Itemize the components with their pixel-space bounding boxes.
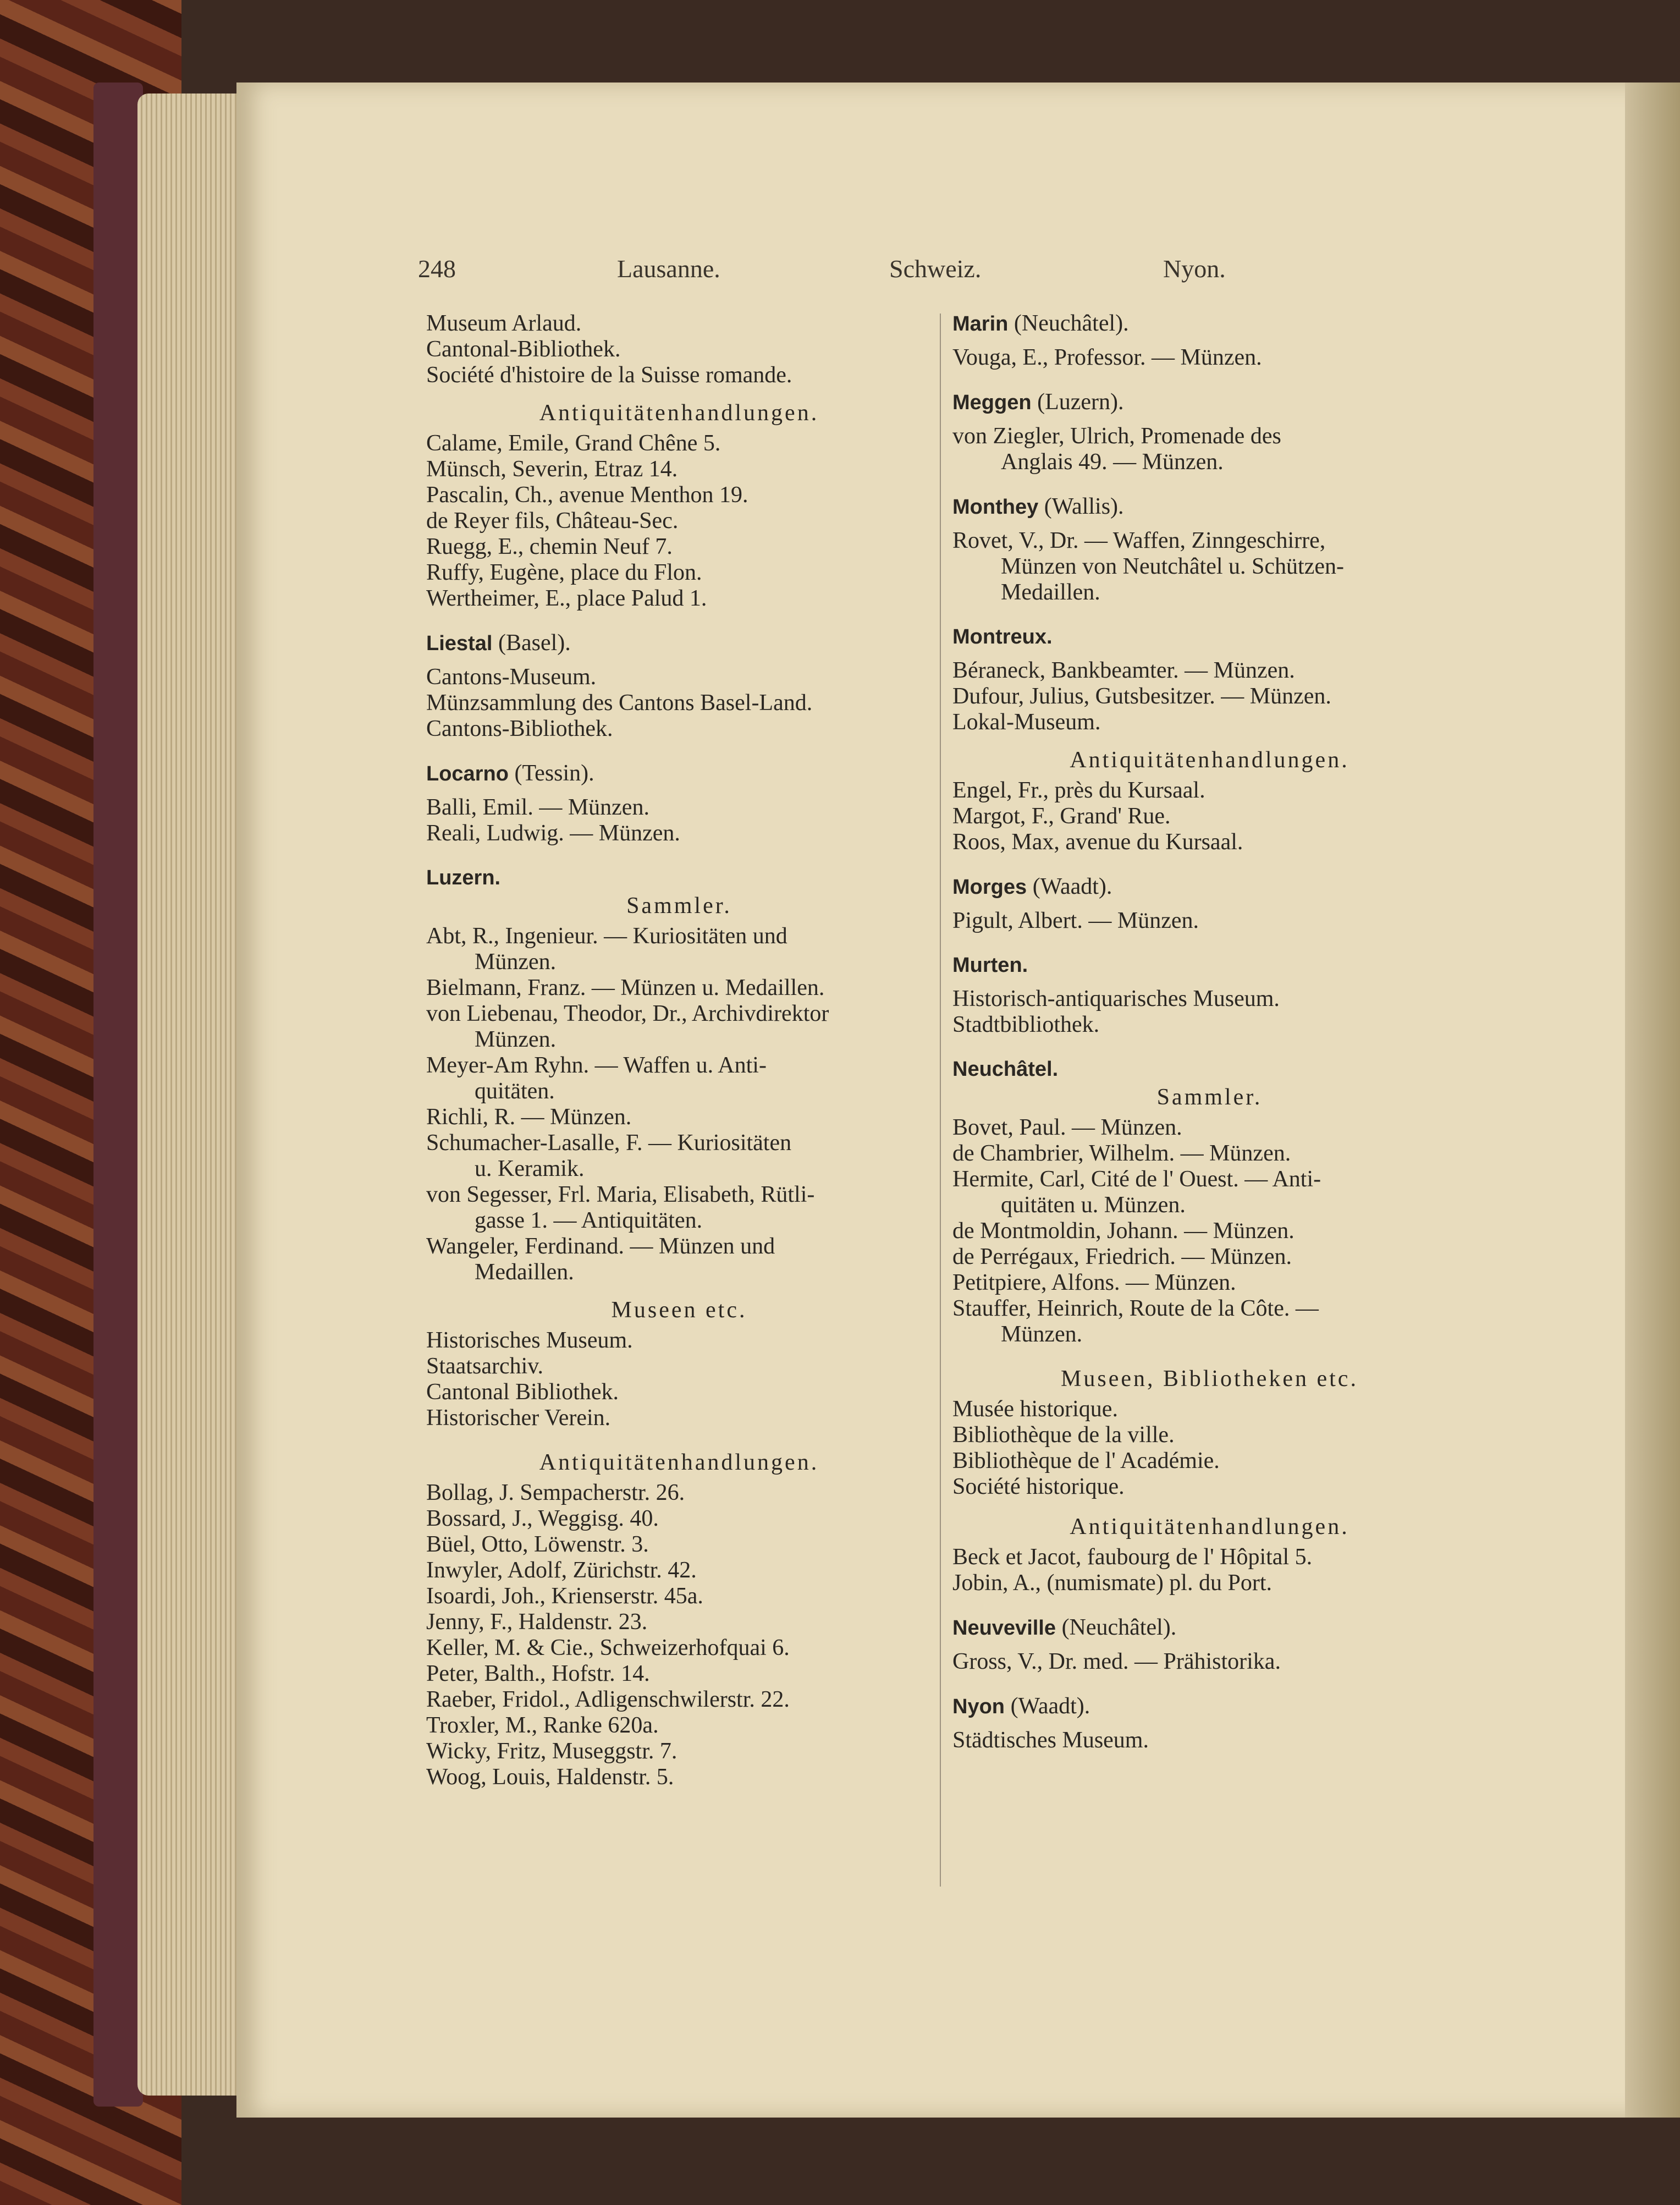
list-item: Société historique. — [952, 1474, 1125, 1499]
list-item: de Chambrier, Wilhelm. — Münzen. — [952, 1141, 1291, 1166]
place-name: Morges — [952, 876, 1027, 899]
list-item-continuation: Münzen von Neutchâtel u. Schützen- — [1001, 554, 1344, 579]
list-item: Dufour, Julius, Gutsbesitzer. — Münzen. — [952, 684, 1331, 709]
list-item: Abt, R., Ingenieur. — Kuriositäten und — [426, 923, 787, 949]
place-heading — [952, 1693, 1467, 1720]
list-item: Cantonal Bibliothek. — [426, 1379, 619, 1405]
list-item: Keller, M. & Cie., Schweizerhofquai 6. — [426, 1635, 790, 1660]
list-item: Inwyler, Adolf, Zürichstr. 42. — [426, 1558, 697, 1583]
place-heading — [426, 761, 932, 787]
list-item: Bovet, Paul. — Münzen. — [952, 1115, 1182, 1140]
place-name: Meggen — [952, 391, 1032, 414]
running-header — [418, 254, 1237, 298]
list-item-continuation: Medaillen. — [1001, 580, 1100, 605]
list-item: Münsch, Severin, Etraz 14. — [426, 457, 678, 482]
place-heading — [952, 874, 1467, 900]
list-item: Wangeler, Ferdinand. — Münzen und — [426, 1234, 775, 1259]
right-column — [952, 311, 1467, 1753]
place-heading — [952, 624, 1467, 650]
list-item-continuation: Münzen. — [1001, 1322, 1083, 1347]
right-page-edge — [1625, 83, 1680, 2118]
column-divider — [940, 314, 941, 1887]
list-item: Béraneck, Bankbeamter. — Münzen. — [952, 658, 1295, 683]
place-heading — [952, 494, 1467, 520]
list-item: Bibliothèque de l' Académie. — [952, 1448, 1220, 1473]
section-title: Antiquitätenhandlungen. — [539, 1450, 819, 1475]
list-item: Historisch-antiquarisches Museum. — [952, 986, 1280, 1011]
section-title: Sammler. — [626, 893, 732, 919]
list-item: Pascalin, Ch., avenue Menthon 19. — [426, 482, 748, 508]
list-item: Balli, Emil. — Münzen. — [426, 795, 649, 820]
list-item: de Perrégaux, Friedrich. — Münzen. — [952, 1244, 1292, 1269]
list-item: Richli, R. — Münzen. — [426, 1104, 632, 1130]
place-name: Neuchâtel. — [952, 1058, 1059, 1081]
list-item: Bibliothèque de la ville. — [952, 1422, 1175, 1448]
list-item-continuation: Anglais 49. — Münzen. — [1001, 449, 1224, 475]
place-heading — [952, 1057, 1467, 1082]
place-region: (Basel). — [498, 630, 571, 656]
place-name: Marin — [952, 312, 1009, 336]
list-item: Gross, V., Dr. med. — Prähistorika. — [952, 1649, 1281, 1674]
page-number: 248 — [418, 255, 456, 283]
list-item: Meyer-Am Ryhn. — Waffen u. Anti- — [426, 1053, 767, 1078]
list-item: Ruegg, E., chemin Neuf 7. — [426, 534, 673, 559]
place-name: Locarno — [426, 762, 509, 785]
list-item: Wicky, Fritz, Museggstr. 7. — [426, 1739, 677, 1764]
list-item: Bollag, J. Sempacherstr. 26. — [426, 1480, 685, 1505]
list-item-continuation: quitäten u. Münzen. — [1001, 1192, 1186, 1218]
list-item-continuation: quitäten. — [475, 1079, 555, 1104]
list-item: Ruffy, Eugène, place du Flon. — [426, 560, 702, 585]
section-title: Antiquitätenhandlungen. — [1070, 1514, 1349, 1539]
list-item: Rovet, V., Dr. — Waffen, Zinngeschirre, — [952, 528, 1326, 553]
header-right-place: Nyon. — [1163, 255, 1226, 283]
place-region: (Neuchâtel). — [1061, 1615, 1177, 1640]
place-name: Neuveville — [952, 1616, 1056, 1640]
place-name: Nyon — [952, 1695, 1005, 1718]
header-left-place: Lausanne. — [617, 255, 720, 283]
place-region: (Waadt). — [1032, 874, 1112, 899]
list-item: von Ziegler, Ulrich, Promenade des — [952, 424, 1281, 449]
list-item: Raeber, Fridol., Adligenschwilerstr. 22. — [426, 1687, 790, 1712]
list-item: Schumacher-Lasalle, F. — Kuriositäten — [426, 1130, 792, 1156]
section-title: Antiquitätenhandlungen. — [539, 400, 819, 426]
place-region: (Wallis). — [1044, 494, 1124, 519]
list-item: Museum Arlaud. — [426, 311, 582, 336]
list-item: Bossard, J., Weggisg. 40. — [426, 1506, 659, 1531]
list-item: Stauffer, Heinrich, Route de la Côte. — — [952, 1296, 1319, 1321]
place-name: Luzern. — [426, 866, 501, 889]
list-item: Société d'histoire de la Suisse romande. — [426, 362, 792, 388]
list-item: Staatsarchiv. — [426, 1354, 544, 1379]
list-item: Reali, Ludwig. — Münzen. — [426, 821, 680, 846]
list-item: Calame, Emile, Grand Chêne 5. — [426, 431, 721, 456]
place-region: (Neuchâtel). — [1013, 311, 1129, 336]
list-item: Wertheimer, E., place Palud 1. — [426, 586, 707, 611]
list-item: Städtisches Museum. — [952, 1728, 1149, 1753]
list-item-continuation: Münzen. — [475, 1027, 557, 1052]
book-spine — [93, 83, 143, 2107]
place-region: (Waadt). — [1010, 1693, 1090, 1719]
page-edges — [137, 94, 247, 2096]
list-item: Münzsammlung des Cantons Basel-Land. — [426, 690, 813, 716]
list-item: Margot, F., Grand' Rue. — [952, 804, 1171, 829]
list-item: Roos, Max, avenue du Kursaal. — [952, 829, 1243, 855]
section-title: Museen, Bibliotheken etc. — [1061, 1366, 1358, 1392]
list-item: Bielmann, Franz. — Münzen u. Medaillen. — [426, 975, 825, 1000]
list-item: Cantonal-Bibliothek. — [426, 337, 621, 362]
list-item: Peter, Balth., Hofstr. 14. — [426, 1661, 650, 1686]
list-item: de Reyer fils, Château-Sec. — [426, 508, 679, 534]
list-item: von Liebenau, Theodor, Dr., Archivdirektor — [426, 1001, 829, 1026]
list-item-continuation: gasse 1. — Antiquitäten. — [475, 1208, 703, 1233]
list-item: von Segesser, Frl. Maria, Elisabeth, Rütli- — [426, 1182, 815, 1207]
list-item: Woog, Louis, Haldenstr. 5. — [426, 1764, 674, 1790]
section-title: Sammler. — [1156, 1085, 1263, 1110]
place-name: Monthey — [952, 496, 1039, 519]
list-item: Jenny, F., Haldenstr. 23. — [426, 1609, 648, 1635]
list-item: Vouga, E., Professor. — Münzen. — [952, 345, 1262, 370]
list-item: Engel, Fr., près du Kursaal. — [952, 778, 1205, 803]
section-title: Antiquitätenhandlungen. — [1070, 747, 1349, 773]
list-item: Petitpiere, Alfons. — Münzen. — [952, 1270, 1236, 1295]
list-item-continuation: u. Keramik. — [475, 1156, 585, 1181]
list-item: Cantons-Museum. — [426, 664, 597, 690]
place-region: (Tessin). — [514, 761, 594, 786]
list-item: Beck et Jacot, faubourg de l' Hôpital 5. — [952, 1544, 1313, 1570]
left-column — [426, 311, 932, 1790]
list-item-continuation: Medaillen. — [475, 1260, 574, 1285]
list-item-continuation: Münzen. — [475, 949, 557, 975]
place-name: Liestal — [426, 632, 493, 655]
place-heading — [426, 630, 932, 657]
list-item: de Montmoldin, Johann. — Münzen. — [952, 1218, 1295, 1244]
place-heading — [952, 1615, 1467, 1641]
place-region: (Luzern). — [1037, 389, 1124, 415]
place-name: Montreux. — [952, 625, 1053, 648]
list-item: Cantons-Bibliothek. — [426, 716, 613, 741]
list-item: Troxler, M., Ranke 620a. — [426, 1713, 659, 1738]
place-name: Murten. — [952, 954, 1028, 977]
header-country: Schweiz. — [889, 255, 982, 283]
list-item: Historisches Museum. — [426, 1328, 633, 1353]
list-item: Musée historique. — [952, 1396, 1118, 1422]
list-item: Historischer Verein. — [426, 1405, 611, 1431]
list-item: Büel, Otto, Löwenstr. 3. — [426, 1532, 649, 1557]
list-item: Isoardi, Joh., Krienserstr. 45a. — [426, 1583, 703, 1609]
section-title: Museen etc. — [611, 1297, 747, 1323]
place-heading — [952, 953, 1467, 978]
list-item: Hermite, Carl, Cité de l' Ouest. — Anti- — [952, 1167, 1321, 1192]
place-heading — [426, 865, 932, 891]
list-item: Jobin, A., (numismate) pl. du Port. — [952, 1570, 1272, 1596]
place-heading — [952, 311, 1467, 337]
list-item: Stadtbibliothek. — [952, 1012, 1100, 1037]
place-heading — [952, 389, 1467, 416]
list-item: Lokal-Museum. — [952, 710, 1101, 735]
list-item: Pigult, Albert. — Münzen. — [952, 908, 1199, 933]
